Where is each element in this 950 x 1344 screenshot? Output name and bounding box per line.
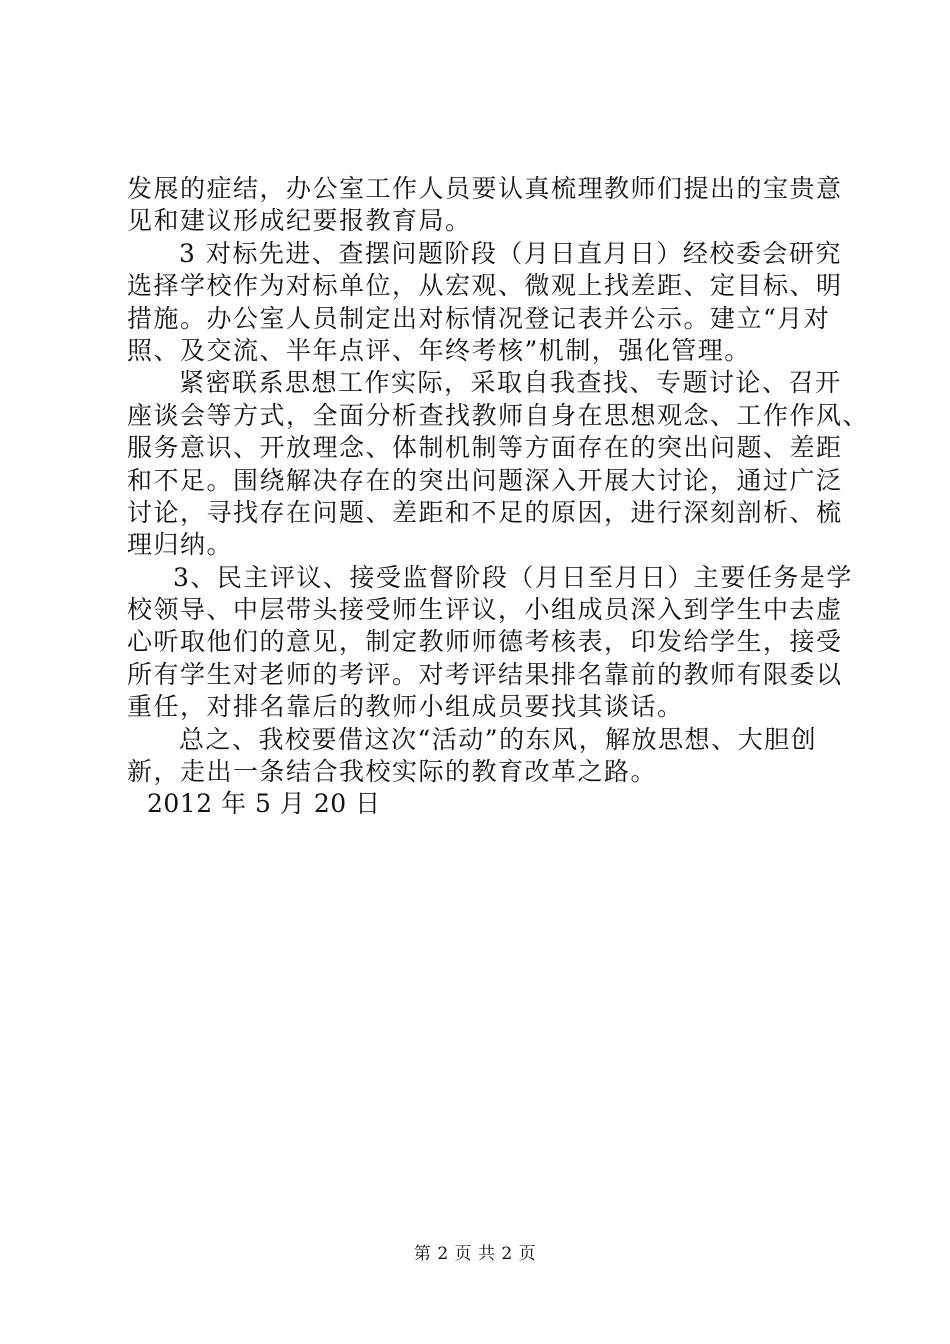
body-line: 讨论，寻找存在问题、差距和不足的原因，进行深刻剖析、梳 — [127, 497, 843, 527]
body-line: 新，走出一条结合我校实际的教育改革之路。 — [127, 757, 658, 787]
body-line: 重任，对排名靠后的教师小组成员要找其谈话。 — [127, 692, 684, 722]
paragraph-start-line: 3、民主评议、接受监督阶段（月日至月日）主要任务是学 — [173, 562, 853, 592]
body-line: 座谈会等方式，全面分析查找教师自身在思想观念、工作作风、 — [127, 400, 870, 430]
paragraph-start-line: 紧密联系思想工作实际，采取自我查找、专题讨论、召开 — [179, 368, 842, 398]
document-body — [127, 173, 870, 821]
body-line: 和不足。围绕解决存在的突出问题深入开展大讨论，通过广泛 — [127, 465, 843, 495]
body-line: 理归纳。 — [127, 530, 234, 560]
body-line: 服务意识、开放理念、体制机制等方面存在的突出问题、差距 — [127, 433, 843, 463]
body-line: 措施。办公室人员制定出对标情况登记表并公示。建立“月对 — [127, 303, 831, 333]
body-line: 心听取他们的意见，制定教师师德考核表，印发给学生，接受 — [127, 627, 843, 657]
document-date: 2012 年 5 月 20 日 — [147, 789, 381, 819]
body-line: 所有学生对老师的考评。对考评结果排名靠前的教师有限委以 — [127, 659, 843, 689]
paragraph-start-line: 3 对标先进、查摆问题阶段（月日直月日）经校委会研究 — [179, 238, 842, 268]
page-number-footer: 第 2 页 共 2 页 — [413, 1244, 537, 1264]
body-line: 照、及交流、半年点评、年终考核”机制，强化管理。 — [127, 335, 751, 365]
body-line: 发展的症结，办公室工作人员要认真梳理教师们提出的宝贵意 — [127, 174, 843, 203]
body-line: 校领导、中层带头接受师生评议，小组成员深入到学生中去虚 — [127, 595, 843, 625]
body-line: 选择学校作为对标单位，从宏观、微观上找差距、定目标、明 — [127, 271, 843, 301]
body-line: 见和建议形成纪要报教育局。 — [127, 206, 472, 236]
paragraph-start-line: 总之、我校要借这次“活动”的东风，解放思想、大胆创 — [179, 724, 818, 754]
